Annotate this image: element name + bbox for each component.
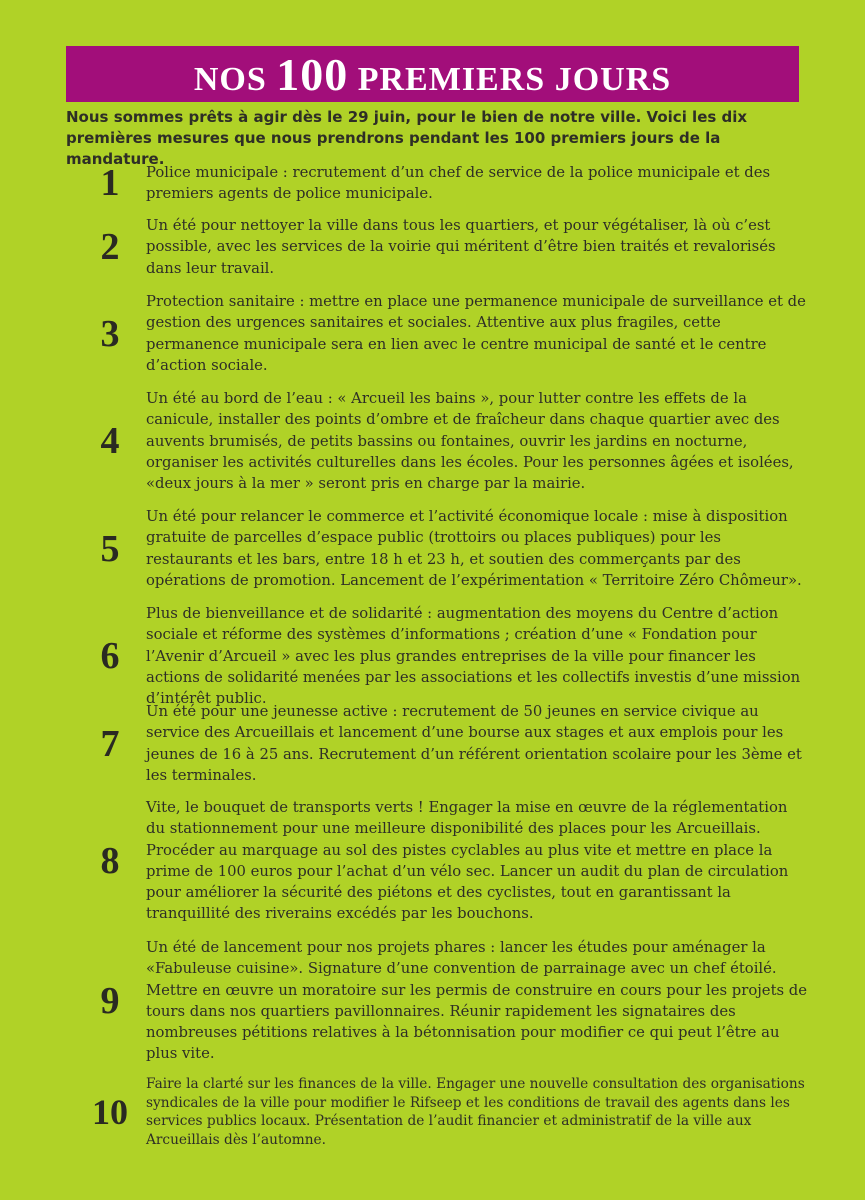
measure-number: 1 xyxy=(100,162,120,204)
measure-item-3 xyxy=(80,291,810,376)
title-number: 100 xyxy=(276,48,349,100)
title-suffix: PREMIERS JOURS xyxy=(357,60,672,98)
measure-item-8 xyxy=(80,797,810,925)
measure-item-1 xyxy=(80,161,810,205)
measure-number: 9 xyxy=(100,979,120,1022)
measure-text: Un été pour une jeunesse active : recrutement de 50 jeunes en service civique au service des Arcueillais et lancement d’une bourse aux stages et aux emplois pour les jeunes de 16 à 25 ans. Recrutement d’un référent orientation scolaire pour les 3ème et les terminales. xyxy=(146,703,802,784)
measure-item-7 xyxy=(80,701,810,786)
measure-text: Un été pour nettoyer la ville dans tous les quartiers, et pour végétaliser, là où c’est possible, avec les services de la voirie qui méritent d’être bien traités et revalorisés dans leur travail. xyxy=(146,217,776,277)
intro-paragraph: Nous sommes prêts à agir dès le 29 juin, pour le bien de notre ville. Voici les dix premières mesures que nous prendrons pendant les 100 premiers jours de la mandature. xyxy=(66,108,748,168)
measure-number: 4 xyxy=(100,420,120,463)
measure-text: Un été pour relancer le commerce et l’activité économique locale : mise à disposition gratuite de parcelles d’espace public (trottoirs ou places publiques) pour les restaurants et les bars, entre 18 h et 23 h, et soutien des commerçants par des opérations de promotion. Lancement de l’expérimentation « Territoire Zéro Chômeur». xyxy=(146,508,802,589)
measure-text: Protection sanitaire : mettre en place une permanence municipale de surveillance et de gestion des urgences sanitaires et sociales. Attentive aux plus fragiles, cette permanence municipale sera en lien avec le centre municipal de santé et le centre d’action sociale. xyxy=(146,293,806,374)
measure-text: Un été au bord de l’eau : « Arcueil les bains », pour lutter contre les effets de la canicule, installer des points d’ombre et de fraîcheur dans chaque quartier avec des auvents brumisés, de petits bassins ou fontaines, ouvrir les jardins en nocturne, organiser les activités culturelles dans les écoles. Pour les personnes âgées et isolées, «deux jours à la mer » seront pris en charge par la mairie. xyxy=(146,390,794,493)
measure-number: 6 xyxy=(100,635,120,678)
measure-item-9 xyxy=(80,937,810,1065)
measure-text: Police municipale : recrutement d’un chef de service de la police municipale et des premiers agents de police municipale. xyxy=(146,163,771,202)
measure-number: 2 xyxy=(100,225,120,268)
measure-number: 10 xyxy=(92,1092,128,1132)
measure-number: 7 xyxy=(100,722,120,765)
measure-number: 3 xyxy=(100,312,120,355)
measure-number: 8 xyxy=(100,839,120,882)
measure-item-5 xyxy=(80,506,810,591)
measure-text: Un été de lancement pour nos projets phares : lancer les études pour aménager la «Fabuleuse cuisine». Signature d’une convention de parrainage avec un chef étoilé. Mettre en œuvre un moratoire sur les permis de construire en cours pour les projets de tours dans nos quartiers pavillonnaires. Réunir rapidement les signataires des nombreuses pétitions relatives à la bétonnisation pour modifier ce qui peut l’être au plus vite. xyxy=(146,939,808,1063)
measure-item-6 xyxy=(80,603,810,709)
measure-text: Plus de bienveillance et de solidarité : augmentation des moyens du Centre d’action sociale et réforme des systèmes d’informations ; création d’une « Fondation pour l’Avenir d’Arcueil » avec les plus grandes entreprises de la ville pour financer les actions de solidarité menées par les associations et les collectifs investis d’une mission d’intérêt public. xyxy=(146,605,801,708)
title-prefix: NOS xyxy=(193,60,267,98)
measure-text: Faire la clarté sur les finances de la ville. Engager une nouvelle consultation des organisations syndicales de la ville pour modifier le Rifseep et les conditions de travail des agents dans les services publics locaux. Présentation de l’audit financier et administratif de la ville aux Arcueillais dès l’automne. xyxy=(146,1076,805,1148)
measure-item-10 xyxy=(80,1075,810,1149)
measure-number: 5 xyxy=(100,527,120,570)
measure-item-2 xyxy=(80,215,810,279)
measure-text: Vite, le bouquet de transports verts ! Engager la mise en œuvre de la réglementation du stationnement pour une meilleure disponibilité des places pour les Arcueillais. Procéder au marquage au sol des pistes cyclables au plus vite et mettre en place la prime de 100 euros pour l’achat d’un vélo sec. Lancer un audit du plan de circulation pour améliorer la sécurité des piétons et des cyclistes, tout en garantissant la tranquillité des riverains excédés par les bouchons. xyxy=(146,799,789,923)
measure-item-4 xyxy=(80,388,810,494)
